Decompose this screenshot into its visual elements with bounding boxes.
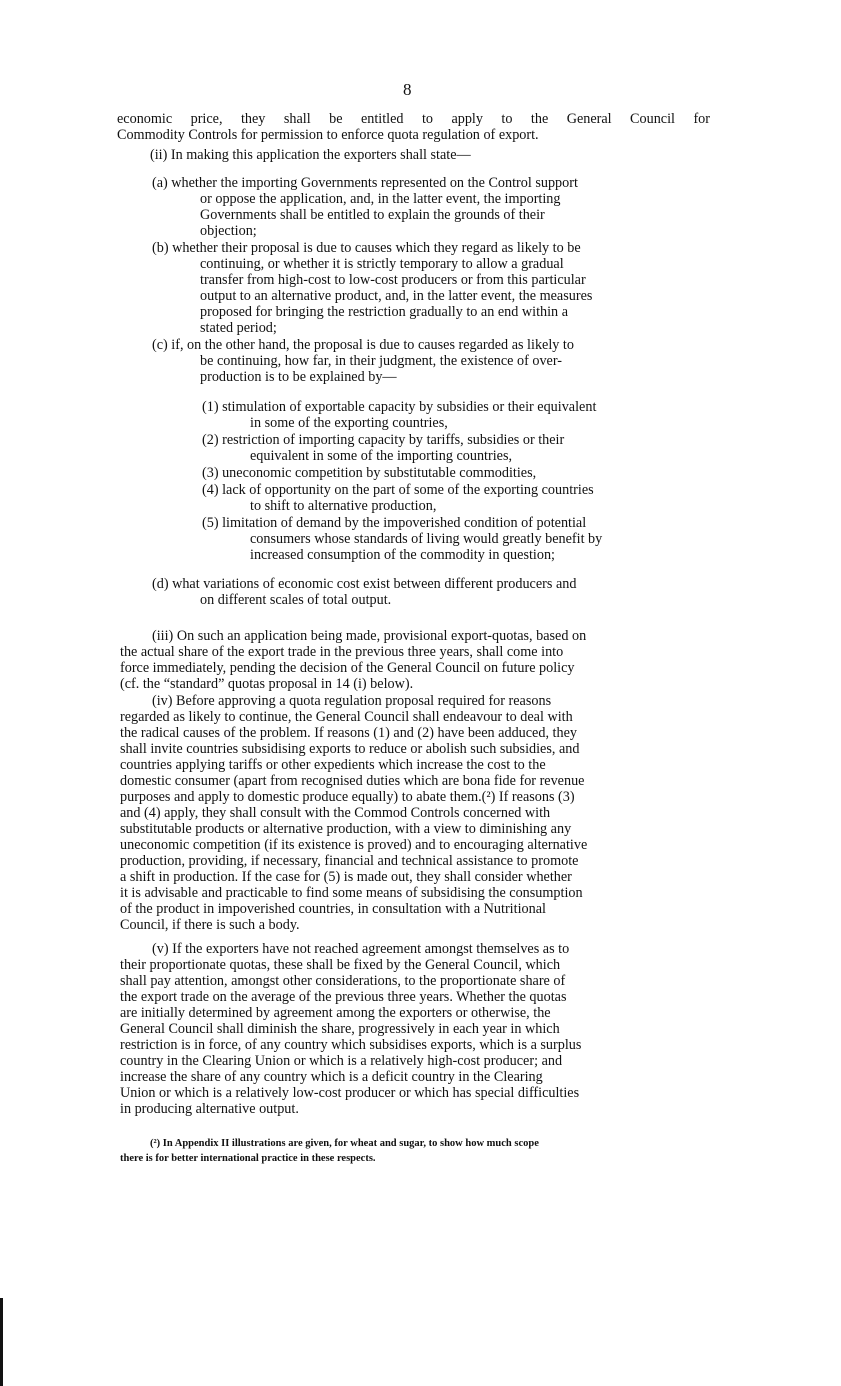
text-line: countries applying tariffs or other expedients which increase the cost to the: [120, 757, 546, 773]
text-line: output to an alternative product, and, in the latter event, the measures: [200, 288, 593, 304]
text-line: continuing, or whether it is strictly temporary to allow a gradual: [200, 256, 564, 272]
text-line: General Council shall diminish the share, progressively in each year in which: [120, 1021, 560, 1037]
sub-item-1: (1) stimulation of exportable capacity by subsidies or their equivalent: [202, 399, 597, 415]
text-line: the actual share of the export trade in the previous three years, shall come into: [120, 644, 564, 660]
paragraph-iv: (iv) Before approving a quota regulation proposal required for reasons: [152, 693, 552, 709]
text-line: to shift to alternative production,: [250, 498, 437, 514]
list-item-a: (a) whether the importing Governments represented on the Control support: [152, 175, 578, 191]
text-line: consumers whose standards of living would greatly benefit by: [250, 531, 603, 547]
text-line: restriction is in force, of any country which subsidises exports, which is a surplus: [120, 1037, 582, 1053]
text-line: objection;: [200, 223, 257, 239]
text-line: stated period;: [200, 320, 277, 336]
text-line: force immediately, pending the decision of the General Council on future policy: [120, 660, 575, 676]
sub-item-2: (2) restriction of importing capacity by tariffs, subsidies or their: [202, 432, 565, 448]
sub-item-3: (3) uneconomic competition by substitutable commodities,: [202, 465, 537, 481]
text-line: transfer from high-cost to low-cost producers or from this particular: [200, 272, 586, 288]
paragraph-v: (v) If the exporters have not reached agreement amongst themselves as to: [152, 941, 570, 957]
scan-edge-mark: [0, 1298, 3, 1386]
text-line: production is to be explained by—: [200, 369, 397, 385]
sub-item-5: (5) limitation of demand by the impoverished condition of potential: [202, 515, 587, 531]
text-line: on different scales of total output.: [200, 592, 392, 608]
text-line: (ii) In making this application the exporters shall state—: [150, 147, 471, 163]
text-line: proposed for bringing the restriction gradually to an end within a: [200, 304, 568, 320]
text-line: economic price, they shall be entitled to apply to the General Council for: [117, 111, 710, 127]
text-line: domestic consumer (apart from recognised duties which are bona fide for revenue: [120, 773, 585, 789]
footnote-line: there is for better international practice in these respects.: [120, 1153, 376, 1164]
text-line: increased consumption of the commodity in question;: [250, 547, 555, 563]
list-item-d: (d) what variations of economic cost exist between different producers and: [152, 576, 577, 592]
text-line: are initially determined by agreement among the exporters or otherwise, the: [120, 1005, 551, 1021]
text-line: Union or which is a relatively low-cost producer or which has special difficulties: [120, 1085, 580, 1101]
text-line: Governments shall be entitled to explain the grounds of their: [200, 207, 545, 223]
text-line: (cf. the “standard” quotas proposal in 14 (i) below).: [120, 676, 414, 692]
text-line: and (4) apply, they shall consult with the Commod Controls concerned with: [120, 805, 551, 821]
text-line: shall invite countries subsidising exports to reduce or abolish such subsidies, and: [120, 741, 580, 757]
text-line: of the product in impoverished countries, in consultation with a Nutritional: [120, 901, 546, 917]
list-item-b: (b) whether their proposal is due to causes which they regard as likely to be: [152, 240, 581, 256]
text-line: Commodity Controls for permission to enforce quota regulation of export.: [117, 127, 539, 143]
list-item-c: (c) if, on the other hand, the proposal is due to causes regarded as likely to: [152, 337, 574, 353]
text-line: Council, if there is such a body.: [120, 917, 300, 933]
paragraph-iii: (iii) On such an application being made, provisional export-quotas, based on: [152, 628, 587, 644]
text-line: substitutable products or alternative production, with a view to diminishing any: [120, 821, 572, 837]
text-line: be continuing, how far, in their judgment, the existence of over-: [200, 353, 563, 369]
text-line: in some of the exporting countries,: [250, 415, 448, 431]
text-line: regarded as likely to continue, the General Council shall endeavour to deal with: [120, 709, 573, 725]
text-line: purposes and apply to domestic produce equally) to abate them.(²) If reasons (3): [120, 789, 575, 805]
text-line: it is advisable and practicable to find some means of subsidising the consumption: [120, 885, 583, 901]
text-line: the radical causes of the problem. If reasons (1) and (2) have been adduced, they: [120, 725, 577, 741]
page-number: 8: [403, 80, 412, 99]
text-line: or oppose the application, and, in the latter event, the importing: [200, 191, 561, 207]
text-line: increase the share of any country which is a deficit country in the Clearing: [120, 1069, 543, 1085]
footnote: (²) In Appendix II illustrations are given, for wheat and sugar, to show how much scope: [150, 1138, 539, 1149]
text-line: in producing alternative output.: [120, 1101, 299, 1117]
text-line: equivalent in some of the importing countries,: [250, 448, 513, 464]
text-line: uneconomic competition (if its existence is proved) and to encouraging alternative: [120, 837, 588, 853]
text-line: their proportionate quotas, these shall be fixed by the General Council, which: [120, 957, 561, 973]
text-line: production, providing, if necessary, financial and technical assistance to promote: [120, 853, 579, 869]
sub-item-4: (4) lack of opportunity on the part of some of the exporting countries: [202, 482, 594, 498]
text-line: a shift in production. If the case for (5) is made out, they shall consider whether: [120, 869, 572, 885]
text-line: the export trade on the average of the previous three years. Whether the quotas: [120, 989, 567, 1005]
text-line: country in the Clearing Union or which is a relatively high-cost producer; and: [120, 1053, 563, 1069]
text-line: shall pay attention, amongst other considerations, to the proportionate share of: [120, 973, 566, 989]
